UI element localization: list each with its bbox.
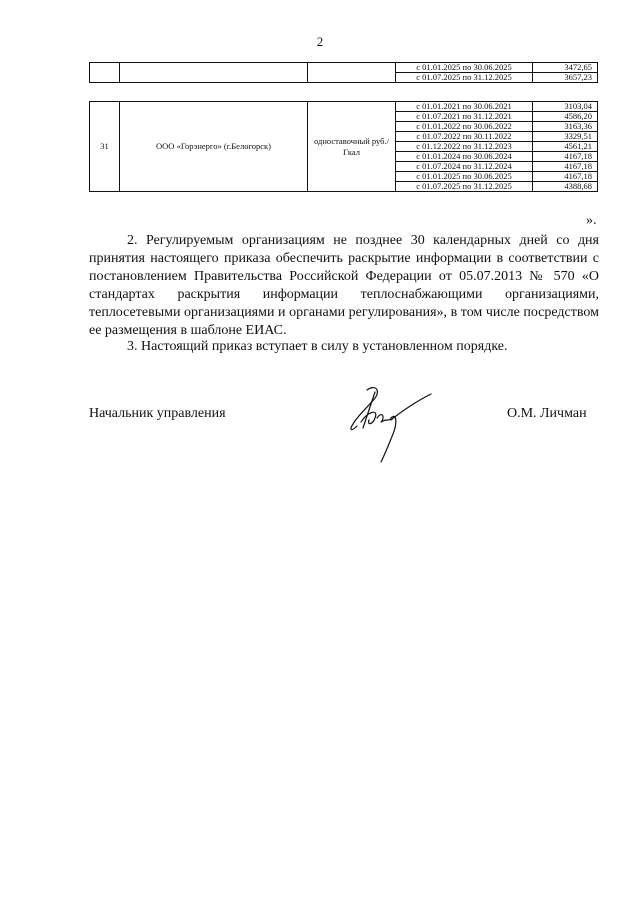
period-cell: с 01.12.2022 по 31.12.2023 [396, 142, 533, 152]
paragraph-3: 3. Настоящий приказ вступает в силу в установленном порядке. [127, 339, 508, 354]
tariff-value-cell: 3657,23 [533, 73, 598, 83]
paragraph-2: 2. Регулируемым организациям не позднее 30 календарных дней со дня принятия настоящего приказа обеспечить раскрытие информации в соответствии с постановлением Правительства Российской Федерации от 05.07.2013 № 570 «О стандартах раскрытия информации теплоснабжающими организациями, теплосетевыми организациями и органами регулирования», в том числе посредством ее размещения в шаблоне ЕИАС. [89, 233, 599, 338]
tariff-value-cell: 3163,36 [533, 122, 598, 132]
page-number: 2 [316, 34, 324, 49]
period-cell: с 01.07.2021 по 31.12.2021 [396, 112, 533, 122]
tariff-table [89, 101, 598, 192]
tariff-value-cell: 3103,04 [533, 102, 598, 112]
period-cell: с 01.01.2022 по 30.06.2022 [396, 122, 533, 132]
tariff-value-cell: 4561,21 [533, 142, 598, 152]
tariff-value-cell: 4586,20 [533, 112, 598, 122]
signer-name: О.М. Личман [507, 406, 587, 421]
organization-name-cell: ООО «Горэнерго» (г.Белогорск) [120, 102, 308, 192]
tariff-table-continued [89, 62, 598, 83]
period-cell: с 01.07.2022 по 30.11.2022 [396, 132, 533, 142]
table-row [90, 102, 598, 112]
tariff-value-cell: 3472,65 [533, 63, 598, 73]
period-cell: с 01.01.2021 по 30.06.2021 [396, 102, 533, 112]
tariff-type-cell: одноставочный руб./Гкал [308, 102, 396, 192]
closing-quote: ». [586, 213, 597, 228]
period-cell: с 01.07.2025 по 31.12.2025 [396, 182, 533, 192]
tariff-value-cell: 4388,68 [533, 182, 598, 192]
table-row [90, 63, 598, 73]
handwritten-signature-icon [345, 382, 437, 464]
organization-cell [120, 63, 308, 83]
number-cell [90, 63, 120, 83]
period-cell: с 01.01.2025 по 30.06.2025 [396, 63, 533, 73]
signer-title: Начальник управления [89, 406, 226, 421]
period-cell: с 01.07.2025 по 31.12.2025 [396, 73, 533, 83]
tariff-value-cell: 4167,18 [533, 162, 598, 172]
row-number-cell: 31 [90, 102, 120, 192]
period-cell: с 01.01.2024 по 30.06.2024 [396, 152, 533, 162]
tariff-value-cell: 4167,18 [533, 172, 598, 182]
tariff-value-cell: 3329,51 [533, 132, 598, 142]
period-cell: с 01.07.2024 по 31.12.2024 [396, 162, 533, 172]
period-cell: с 01.01.2025 по 30.06.2025 [396, 172, 533, 182]
tariff-value-cell: 4167,18 [533, 152, 598, 162]
tariff-type-cell [308, 63, 396, 83]
